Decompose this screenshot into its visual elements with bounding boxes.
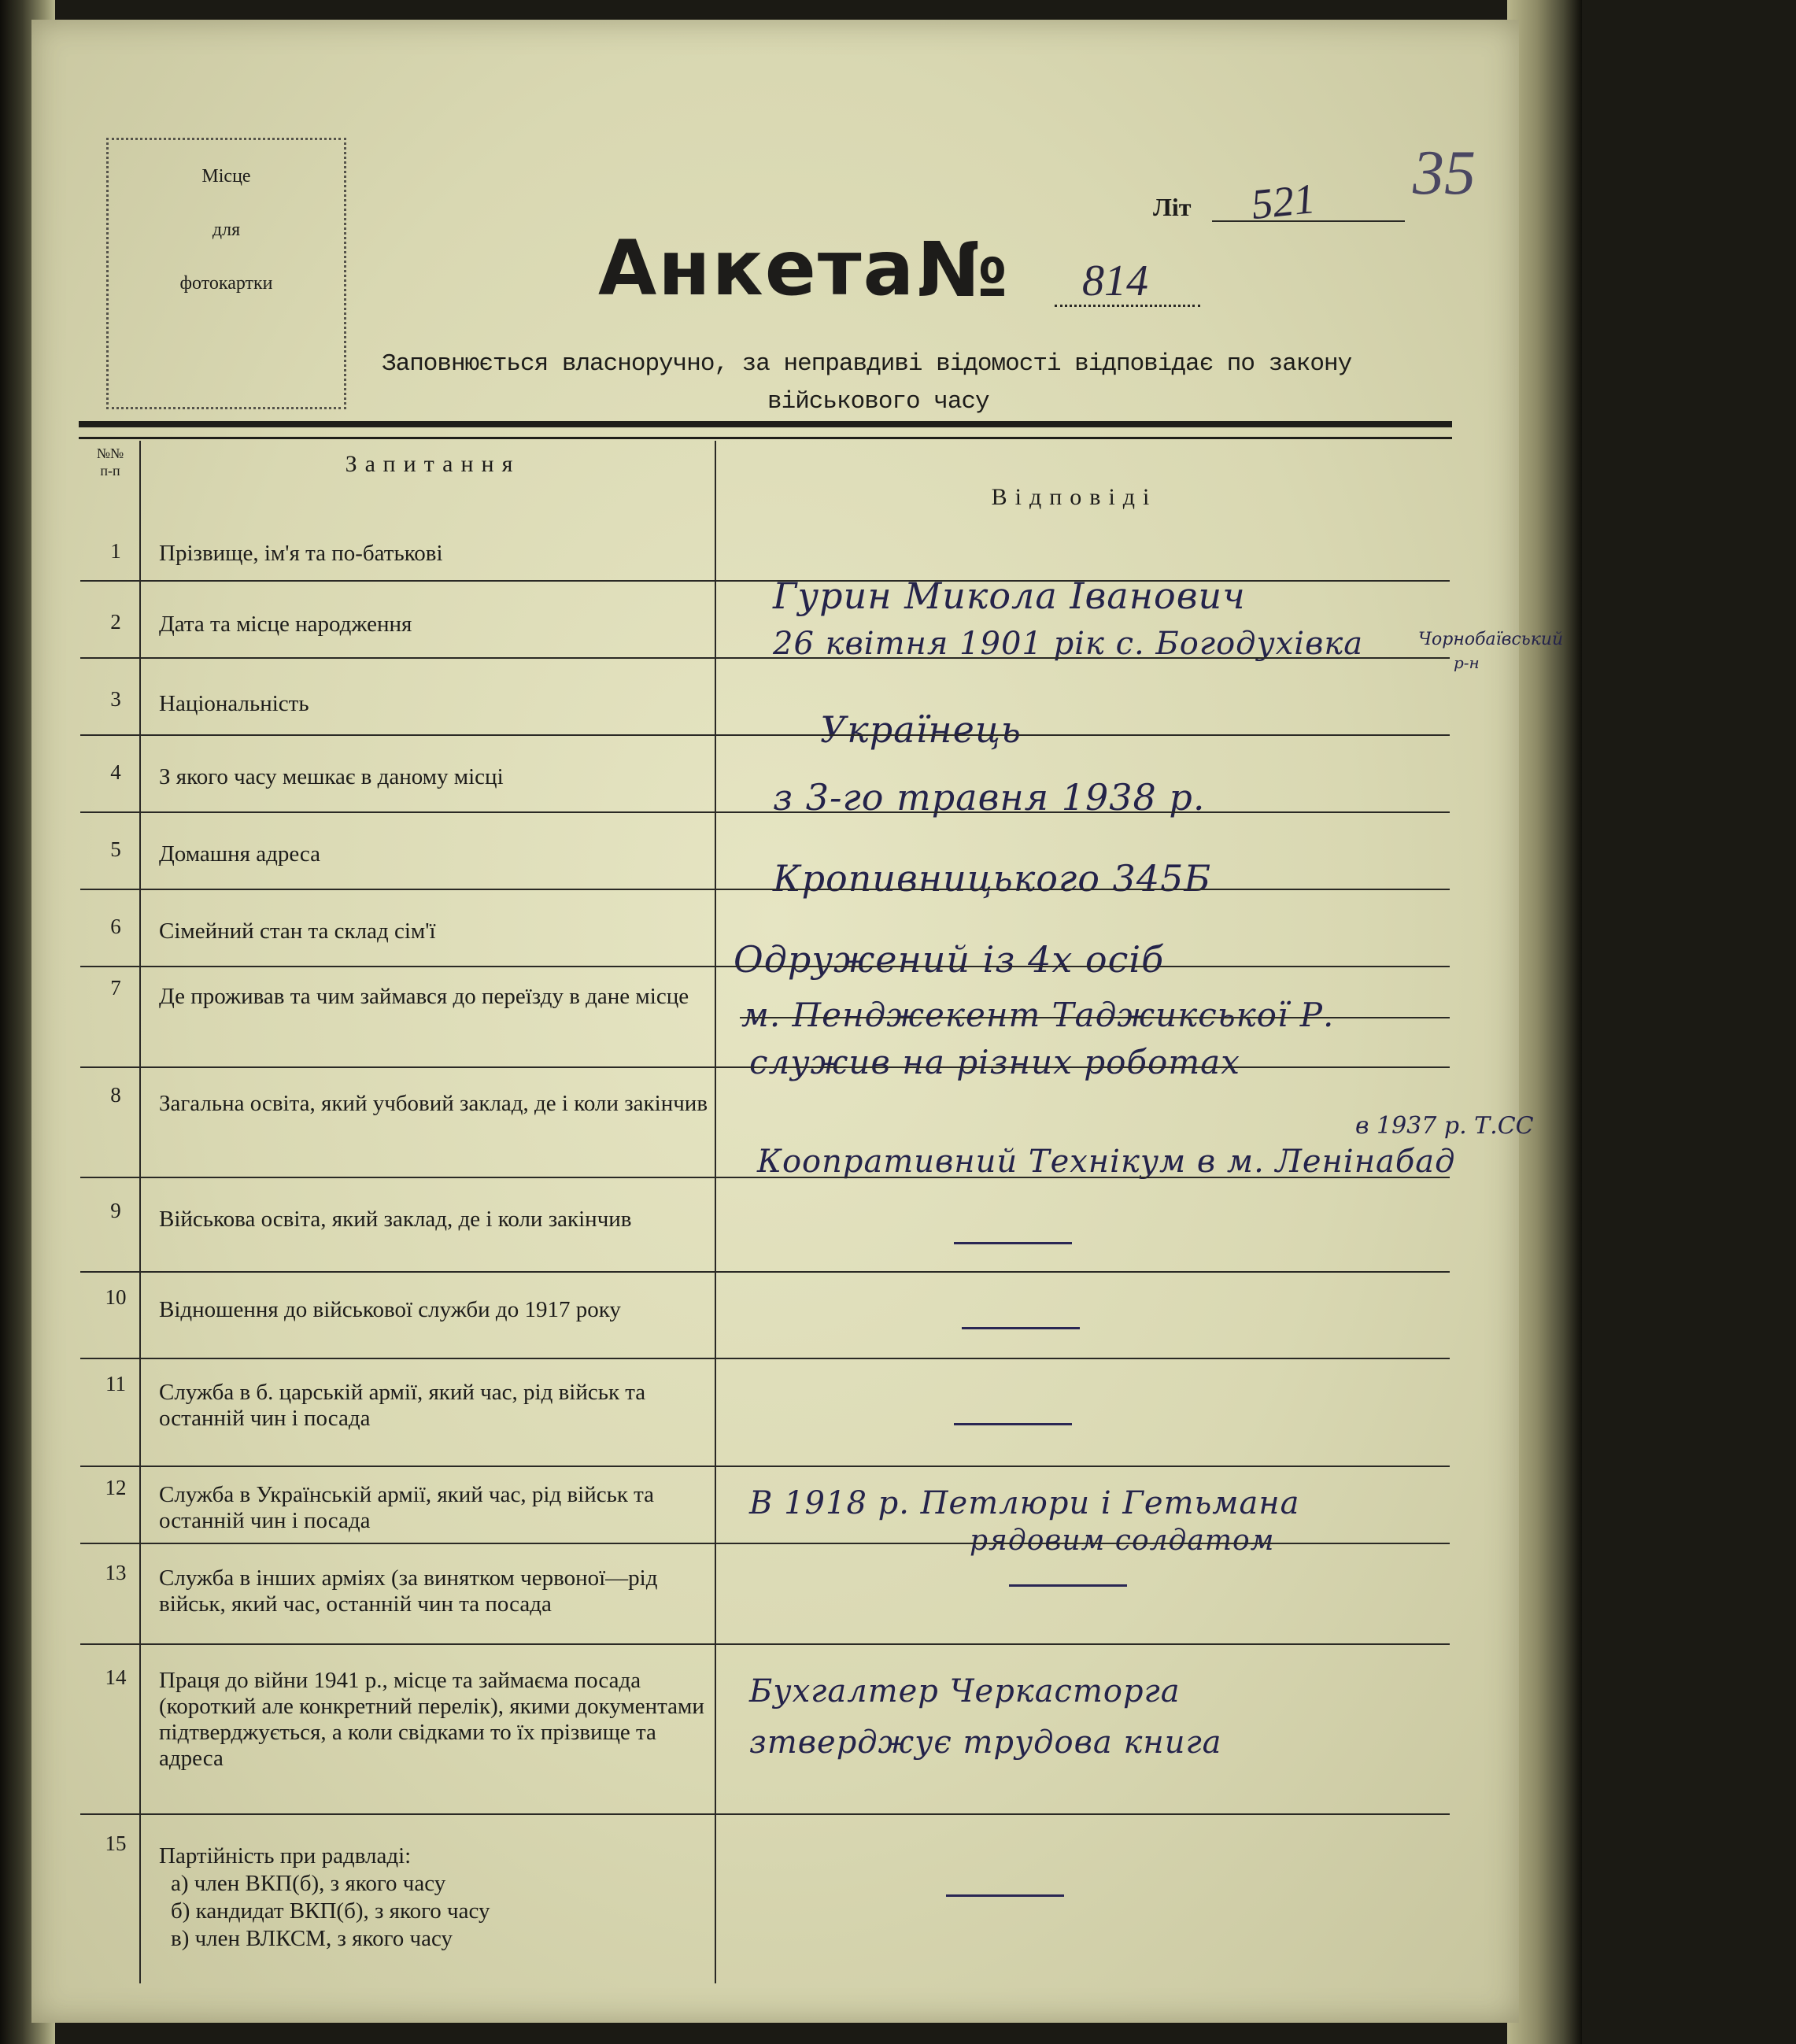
row-divider [80,1813,1450,1815]
row-question-title: Партійність при радвладі: [159,1843,412,1868]
row-divider [80,1643,1450,1645]
table-row [80,737,1418,819]
row-divider [80,734,1450,736]
row-divider [80,966,1450,967]
header-number [83,445,138,479]
row-number: 8 [110,1083,121,1107]
photo-placeholder [106,138,346,409]
title-number-sign: № [917,226,1008,314]
table-row [80,1069,1534,1180]
row-answer-line-2: служив на різних роботах [749,1043,1240,1081]
row-question: Праця до війни 1941 р., місце та займаєма посада (короткий але конкретний перелік), якими документами підтверджується, а коли свідками то їх прізвище та адреса [159,1668,704,1771]
row-answer: Гурин Микола Іванович [773,575,1246,617]
row-divider [80,1358,1450,1359]
row-answer-extra: Чорнобаївський [1418,630,1564,649]
row-divider [80,1543,1450,1544]
table-row [80,582,1564,672]
row-answer: з 3-го травня 1938 р. [773,776,1206,819]
table-row [80,1545,1418,1646]
row-divider [80,1177,1450,1178]
table-row [80,523,1418,617]
row-question: Військова освіта, який заклад, де і коли закінчив [159,1207,632,1232]
row-question-a: а) член ВКП(б), з якого часу [171,1871,446,1896]
row-question: Відношення до військової служби до 1917 року [159,1297,621,1322]
questionnaire-page [31,20,1564,2023]
table-row [80,660,1418,751]
row-number: 15 [105,1831,127,1855]
answer-dash [946,1894,1064,1897]
row-question-c: в) член ВЛКСМ, з якого часу [171,1926,453,1951]
table-row [80,1273,1418,1360]
row-number: 11 [105,1372,126,1395]
row-question-b: б) кандидат ВКП(б), з якого часу [171,1898,490,1924]
photo-label-2: для [212,220,241,240]
row-answer: Кропивницького 345Б [773,857,1212,900]
row-divider [80,580,1450,582]
row-question: Сімейний стан та склад сім'ї [159,919,436,944]
row-question: Домашня адреса [159,841,321,867]
row-divider [80,1466,1450,1467]
row-question: Служба в Українській армії, який час, рід військ та останній чин і посада [159,1482,655,1533]
row-answer: м. Пенджекент Таджикської Р. [741,996,1335,1034]
row-number: 3 [110,687,121,711]
header-number-line-1: №№ [96,445,124,461]
row-question: Дата та місце народження [159,612,412,637]
row-answer-extra-2: р-н [1454,653,1480,672]
row-answer: Одружений із 4х осіб [734,938,1165,981]
row-divider [80,657,1450,659]
table-row [80,1360,1418,1468]
row-answer-line-2: рядовим солдатом [970,1525,1275,1557]
row-answer: В 1918 р. Петлюри і Гетьмана [749,1485,1300,1521]
table-top-rule [79,421,1452,427]
row-answer: Українець [820,708,1022,751]
photo-label-1: Місце [201,166,251,187]
row-divider [80,811,1450,813]
row-answer-extra: в 1937 р. Т.СС [1355,1112,1534,1140]
row-number: 1 [110,539,121,563]
row-divider [80,1066,1450,1068]
table-row [80,814,1418,900]
row-answer-underline [740,1017,1450,1018]
lit-label: Літ [1153,193,1192,221]
row-answer: Коопративний Технікум в м. Ленінабад [757,1144,1456,1180]
header-questions: Запитання [345,451,521,477]
row-question: Національність [159,691,309,716]
row-number: 6 [110,915,121,938]
row-number: 2 [110,610,121,634]
row-divider [80,889,1450,890]
header-number-line-2: п-п [100,463,120,479]
row-question: Служба в б. царській армії, який час, рід військ та останній чин і посада [159,1380,646,1431]
row-question: Де проживав та чим займався до переїзду в дане місце [159,984,689,1009]
table-top-rule-thin [79,437,1452,439]
subtitle-line-1: Заповнюється власноручно, за неправдиві відомості відповідає по закону [382,350,1352,378]
lit-extra: 35 [1413,139,1476,208]
row-number: 5 [110,837,121,861]
row-answer: 26 квітня 1901 рік с. Богодухівка [773,626,1364,662]
table-row [80,1468,1418,1557]
row-number: 9 [110,1199,121,1222]
row-divider [80,1271,1450,1273]
answer-dash [954,1423,1072,1425]
page-title: Анкета [598,224,916,312]
table-row [80,968,1418,1081]
title-number: 814 [1082,257,1148,305]
row-question: Загальна освіта, який учбовий заклад, де і коли закінчив [159,1091,708,1116]
answer-dash [954,1242,1072,1244]
row-number: 10 [105,1285,127,1309]
row-number: 13 [105,1561,127,1584]
header-answers: Відповіді [991,484,1158,510]
row-answer-line-2: зтверджує трудова книга [749,1724,1222,1761]
title-number-line [1055,305,1200,307]
row-question: З якого часу мешкає в даному місці [159,764,504,789]
table-row [80,1646,1418,1816]
answer-dash [1009,1584,1127,1587]
row-question: Служба в інших арміях (за винятком червоної—рід військ, який час, останній чин та посада [159,1565,658,1617]
row-question: Прізвище, ім'я та по-батькові [159,541,443,566]
subtitle-line-2: військового часу [767,388,989,416]
row-answer: Бухгалтер Черкасторга [749,1673,1181,1709]
row-number: 12 [105,1476,127,1499]
row-number: 7 [110,976,121,1000]
row-number: 14 [105,1665,127,1689]
table-row [80,891,1418,981]
table-row [80,1816,1418,1997]
table-row [80,1179,1418,1273]
answer-dash [962,1327,1080,1329]
row-number: 4 [110,760,121,784]
photo-label-3: фотокартки [179,273,273,294]
lit-value: 521 [1249,174,1317,229]
